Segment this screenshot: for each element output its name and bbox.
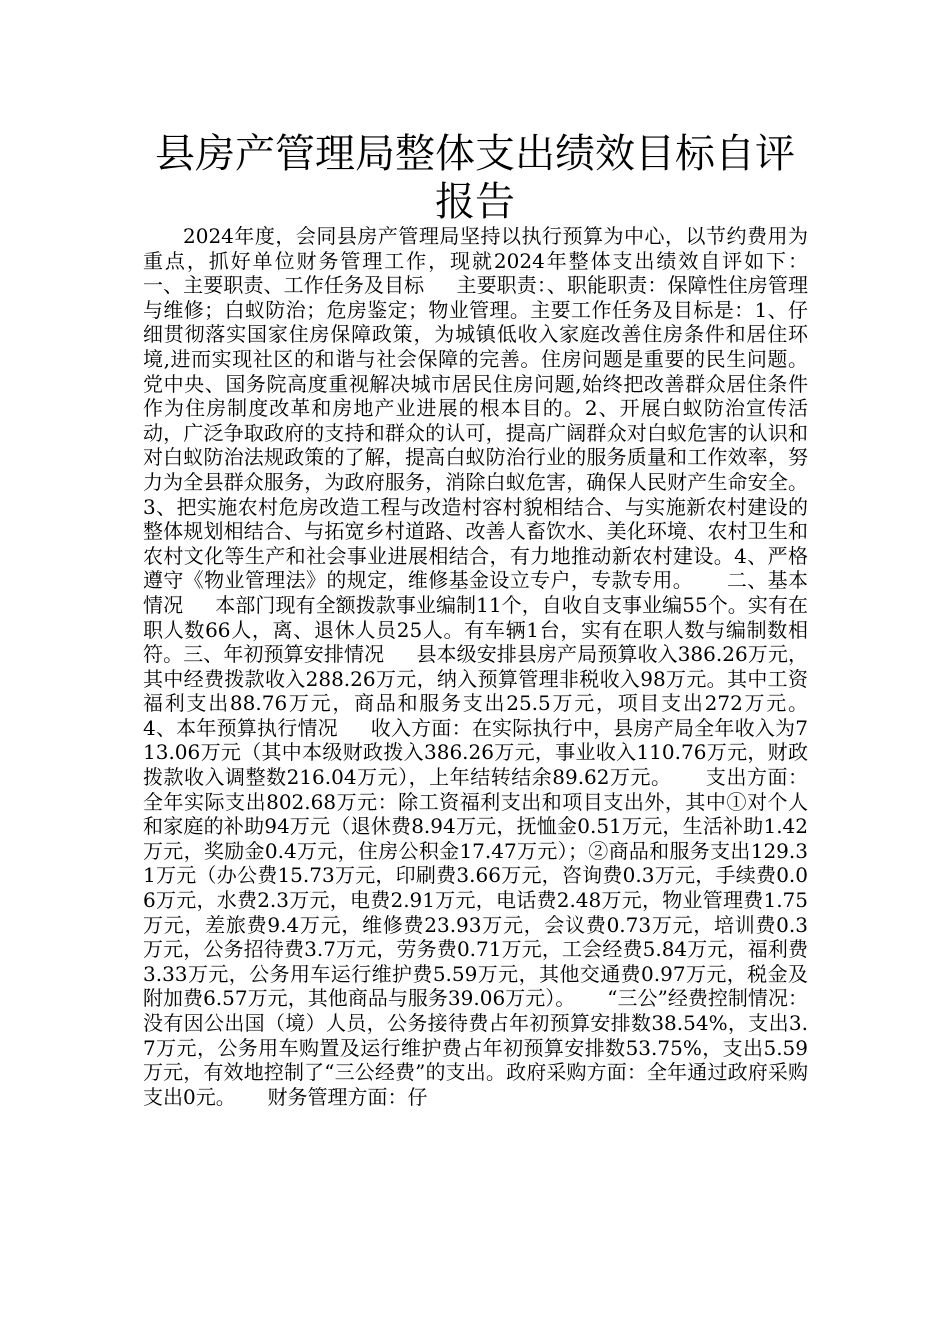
document-body-paragraph: 2024年度，会同县房产管理局坚持以执行预算为中心，以节约费用为重点，抓好单位财务管理工作，现就2024年整体支出绩效自评如下： 一、主要职责、工作任务及目标 主要职责：、职能职责：保障性住房管理与维修；白蚁防治；危房鉴定；物业管理。主要工作任务及目标是：1、仔细贯彻落实国家住房保障政策，为城镇低收入家庭改善住房条件和居住环境,进而实现社区的和谐与社会保障的完善。住房问题是重要的民生问题。党中央、国务院高度重视解决城市居民住房问题,始终把改善群众居住条件作为住房制度改革和房地产业进展的根本目的。2、开展白蚁防治宣传活动，广泛争取政府的支持和群众的认可，提高广阔群众对白蚁危害的认识和对白蚁防治法规政策的了解，提高白蚁防治行业的服务质量和工作效率，努力为全县群众服务，为政府服务，消除白蚁危害，确保人民财产生命安全。3、把实施农村危房改造工程与改造村容村貌相结合、与实施新农村建设的整体规划相结合、与拓宽乡村道路、改善人畜饮水、美化环境、农村卫生和农村文化等生产和社会事业进展相结合，有力地推动新农村建设。4、严格遵守《物业管理法》的规定，维修基金设立专户，专款专用。 二、基本情况 本部门现有全额拨款事业编制11个，自收自支事业编55个。实有在职人数66人，离、退休人员25人。有车辆1台，实有在职人数与编制数相符。三、年初预算安排情况 县本级安排县房产局预算收入386.26万元，其中经费拨款收入288.26万元，纳入预算管理非税收入98万元。其中工资福利支出88.76万元，商品和服务支出25.5万元，项目支出272万元。 4、本年预算执行情况 收入方面：在实际执行中，县房产局全年收入为713.06万元（其中本级财政拨入386.26万元，事业收入110.76万元，财政拨款收入调整数216.04万元），上年结转结余89.62万元。 支出方面：全年实际支出802.68万元：除工资福利支出和项目支出外，其中①对个人和家庭的补助94万元（退休费8.94万元，抚恤金0.51万元，生活补助1.42万元，奖励金0.4万元，住房公积金17.47万元）；②商品和服务支出129.31万元（办公费15.73万元，印刷费3.66万元，咨询费0.3万元，手续费0.06万元，水费2.3万元，电费2.91万元，电话费2.48万元，物业管理费1.75万元，差旅费9.4万元，维修费23.93万元，会议费0.73万元，培训费0.3万元，公务招待费3.7万元，劳务费0.71万元，工会经费5.84万元，福利费3.33万元，公务用车运行维护费5.59万元，其他交通费0.97万元，税金及附加费6.57万元，其他商品与服务39.06万元）。 “三公”经费控制情况：没有因公出国（境）人员，公务接待费占年初预算安排数38.54%，支出3.7万元，公务用车购置及运行维护费占年初预算安排数53.75%，支出5.59万元，有效地控制了“三公经费”的支出。政府采购方面：全年通过政府采购支出0元。 财务管理方面：仔 bbox=[143, 224, 847, 1109]
document-title: 县房产管理局整体支出绩效目标自评报告 bbox=[155, 131, 795, 225]
